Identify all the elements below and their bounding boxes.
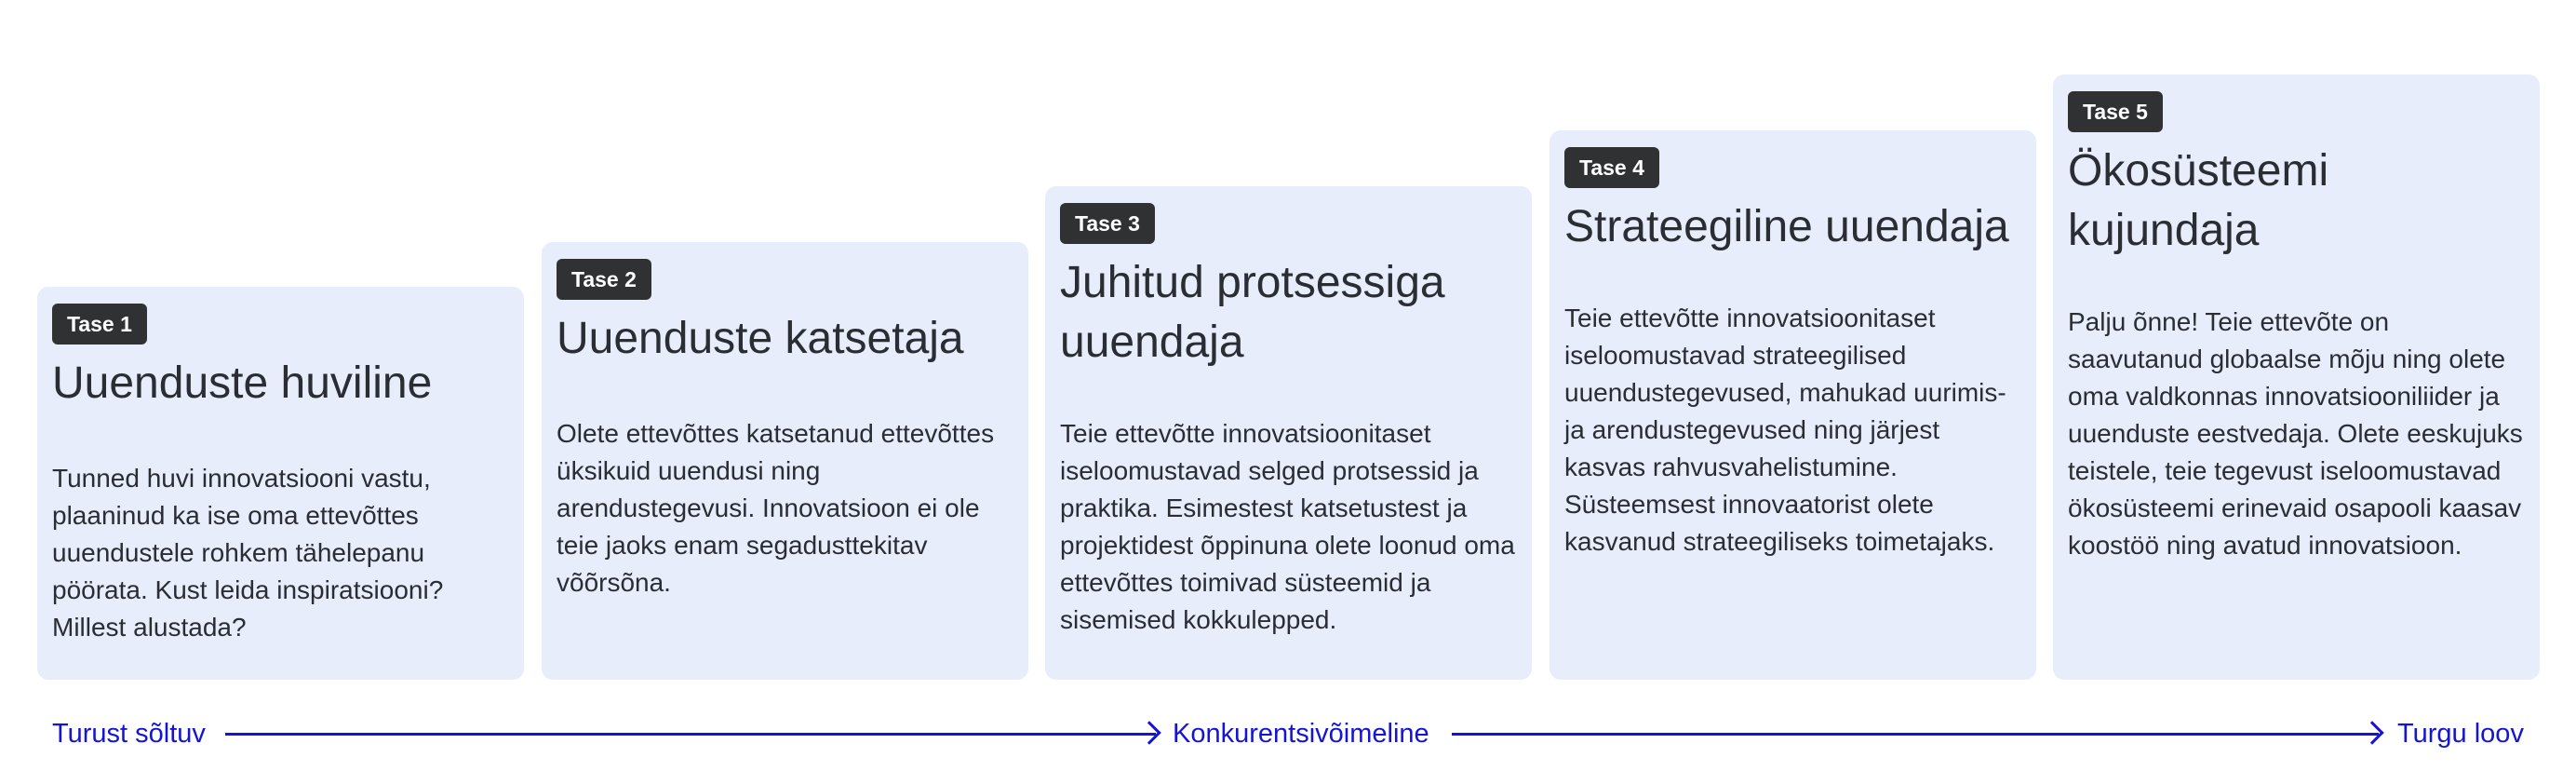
level-title: Juhitud protsessiga uuendaja [1060,258,1445,367]
progress-timeline [0,708,2576,760]
timeline-middle-label: Konkurentsivõimeline [1173,719,1429,749]
level-badge: Tase 2 [557,259,651,300]
timeline-arrow-line-1 [225,733,1156,736]
level-title: Uuenduste huviline [52,358,433,408]
level-description: Olete ettevõttes katsetanud ettevõttes üksikuid uuendusi ning arendustegevusi. Innovatsioon ei ole teie jaoks enam segadusttekitav võõrsõna. [557,419,995,597]
level-description: Tunned huvi innovatsiooni vastu, plaaninud ka ise oma ettevõttes uuendustele rohkem tähelepanu pöörata. Kust leida inspiratsiooni? Millest alustada? [52,464,444,642]
arrow-right-icon [1137,721,1161,744]
level-card-3 [1045,186,1532,680]
level-badge: Tase 5 [2068,91,2163,132]
level-title: Strateegiline uuendaja [1564,202,2009,251]
level-badge: Tase 3 [1060,203,1155,244]
level-description: Palju õnne! Teie ettevõte on saavutanud globaalse mõju ning olete oma valdkonnas innovatsiooniliider ja uuenduste eestvedaja. Olete eeskujuks teistele, teie tegevust iseloomustavad ökosüsteemi erinevaid osapooli kaasav koostöö ning avatud innovatsioon. [2068,307,2523,560]
timeline-start-label: Turust sõltuv [52,719,206,749]
level-card-4 [1550,130,2036,680]
level-title: Uuenduste katsetaja [557,314,964,363]
level-description: Teie ettevõtte innovatsioonitaset iseloomustavad selged protsessid ja praktika. Esimestest katsetustest ja projektidest õppinuna olete loonud oma ettevõttes toimivad süsteemid ja sisemised kokkulepped. [1060,419,1515,634]
level-title: Ökosüsteemi kujundaja [2068,146,2329,255]
level-card-1 [37,287,524,680]
level-badge: Tase 1 [52,304,147,345]
timeline-arrow-line-2 [1452,733,2379,736]
level-description: Teie ettevõtte innovatsioonitaset iseloomustavad strateegilised uuendustegevused, mahukad uurimis- ja arendustegevused ning järjest kasvas rahvusvahelistumine. Süsteemsest innovaatorist olete kasvanud strateegiliseks toimetajaks. [1564,304,2006,556]
level-card-5 [2053,74,2540,680]
arrow-right-icon [2360,721,2383,744]
timeline-end-label: Turgu loov [2397,719,2524,749]
level-badge: Tase 4 [1564,147,1659,188]
level-card-2 [542,242,1028,680]
